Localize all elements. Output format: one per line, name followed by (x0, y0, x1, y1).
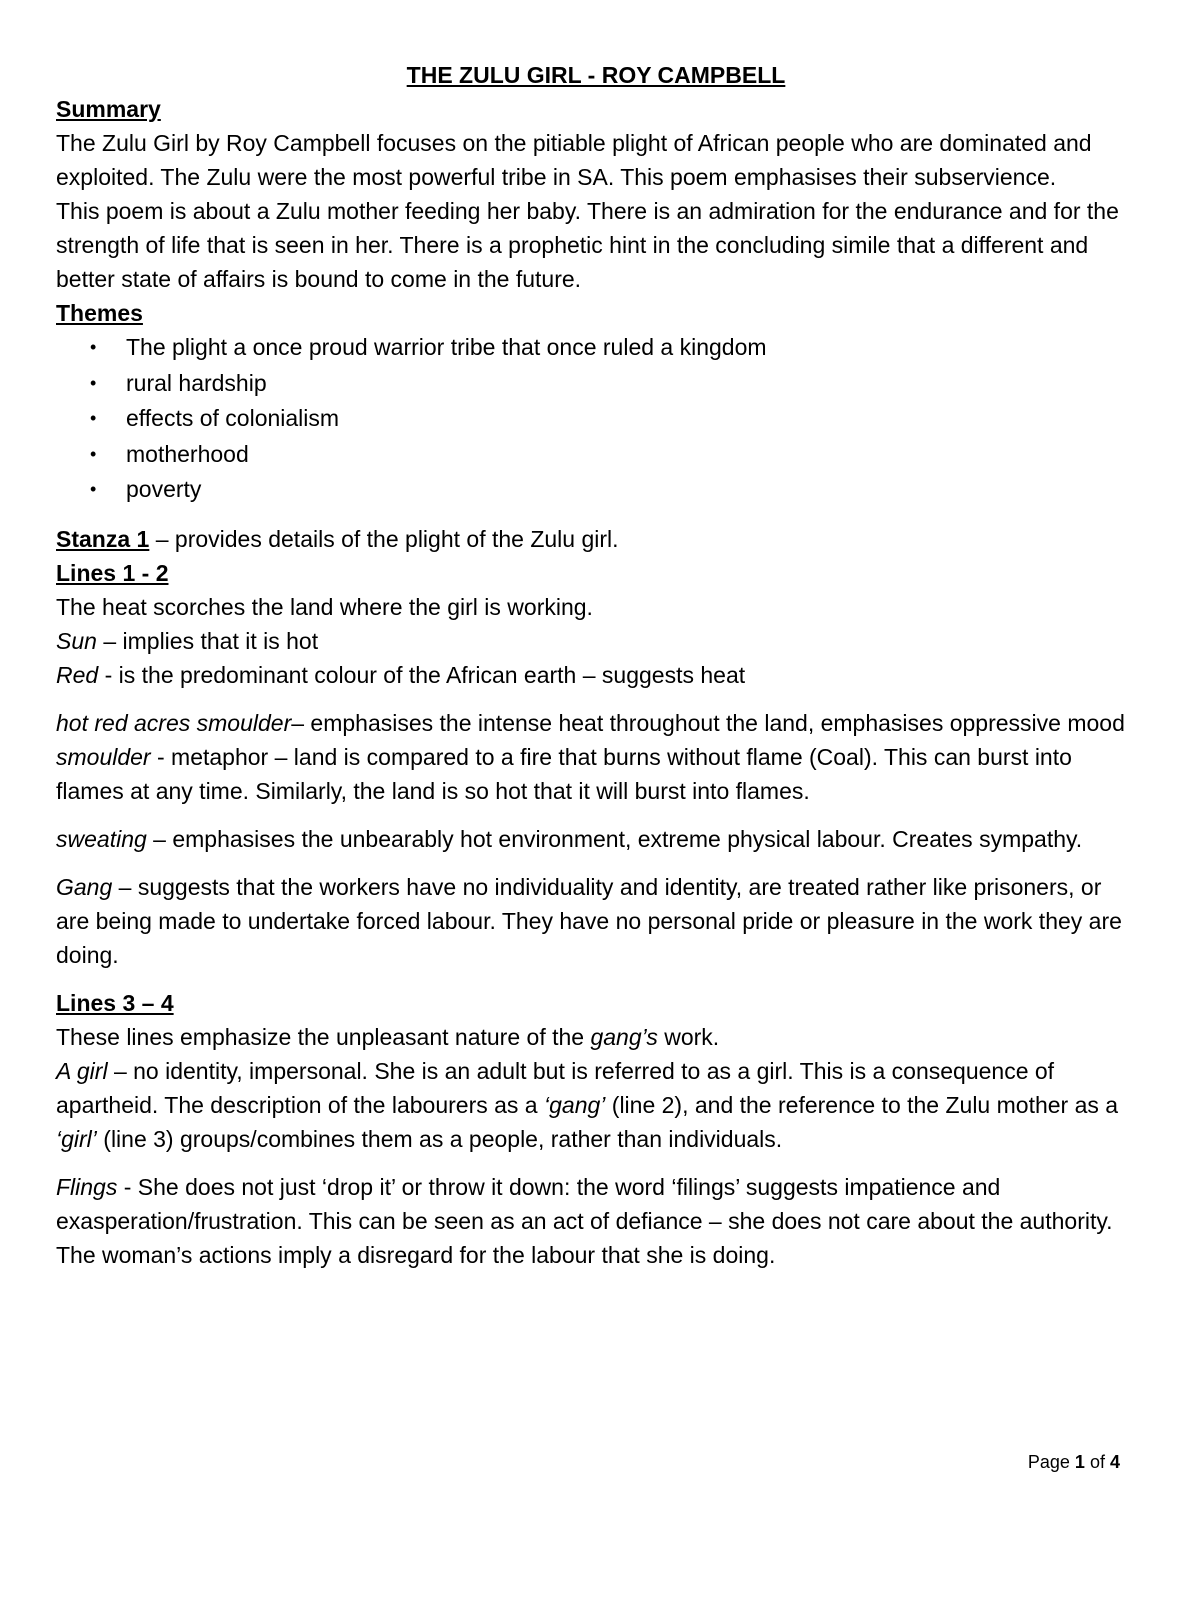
list-item: • The plight a once proud warrior tribe that once ruled a kingdom (126, 330, 1136, 366)
list-item: • rural hardship (126, 366, 1136, 402)
summary-paragraph-2: This poem is about a Zulu mother feeding her baby. There is an admiration for the endurance and for the strength of life that is seen in her. There is a prophetic hint in the concluding simile that a different and better state of affairs is bound to come in the future. (56, 198, 1119, 292)
hot-red-acres-note: hot red acres smoulder– emphasises the intense heat throughout the land, emphasises oppressive mood (56, 709, 1125, 736)
lines-3-4-heading: Lines 3 – 4 (56, 989, 174, 1016)
page-number: Page 1 of 4 (1027, 1452, 1120, 1472)
smoulder-note: smoulder - metaphor – land is compared to a fire that burns without flame (Coal). This can burst into flames at any time. Similarly, the land is so hot that it will burst into flames. (56, 743, 1072, 804)
red-note: Red - is the predominant colour of the African earth – suggests heat (56, 661, 746, 688)
stanza-1-label: Stanza 1 (56, 525, 150, 552)
bullet-icon: • (90, 443, 97, 464)
lines-3-4-intro: These lines emphasize the unpleasant nature of the gang’s work. (56, 1023, 720, 1050)
sweating-note: sweating – emphasises the unbearably hot environment, extreme physical labour. Creates sympathy. (56, 825, 1083, 852)
a-girl-note: A girl – no identity, impersonal. She is an adult but is referred to as a girl. This is a consequence of apartheid. The description of the labourers as a ‘gang’ (line 2), and the reference to the Zulu mother as a ‘girl’ (line 3) groups/combines them as a people, rather than individuals. (56, 1057, 1119, 1152)
document-page (56, 58, 1136, 1272)
flings-note: Flings - She does not just ‘drop it’ or throw it down: the word ‘filings’ suggests impatience and exasperation/frustration. This can be seen as an act of defiance – she does not care about the authority. The woman’s actions imply a disregard for the labour that she is doing. (56, 1173, 1113, 1268)
summary-heading: Summary (56, 96, 161, 122)
list-item: • poverty (126, 472, 1136, 508)
lines-1-2-intro: The heat scorches the land where the girl is working. (56, 593, 593, 620)
list-item: • effects of colonialism (126, 401, 1136, 437)
bullet-icon: • (90, 479, 97, 499)
document-title: THE ZULU GIRL - ROY CAMPBELL (406, 62, 786, 88)
bullet-icon: • (90, 372, 97, 393)
stanza-1-line: Stanza 1 – provides details of the plight of the Zulu girl. (56, 525, 619, 552)
themes-heading: Themes (56, 300, 143, 326)
list-item: • motherhood (126, 437, 1136, 473)
bullet-icon: • (90, 337, 97, 357)
bullet-icon: • (90, 408, 97, 428)
sun-note: Sun – implies that it is hot (56, 627, 319, 654)
gang-note: Gang – suggests that the workers have no individuality and identity, are treated rather like prisoners, or are being made to undertake forced labour. They have no personal pride or pleasure in the work they are doing. (56, 873, 1122, 968)
lines-1-2-heading: Lines 1 - 2 (56, 559, 169, 586)
themes-list (56, 330, 1136, 508)
summary-paragraph-1: The Zulu Girl by Roy Campbell focuses on the pitiable plight of African people who are dominated and exploited. The Zulu were the most powerful tribe in SA. This poem emphasises their subservience. (56, 130, 1092, 190)
